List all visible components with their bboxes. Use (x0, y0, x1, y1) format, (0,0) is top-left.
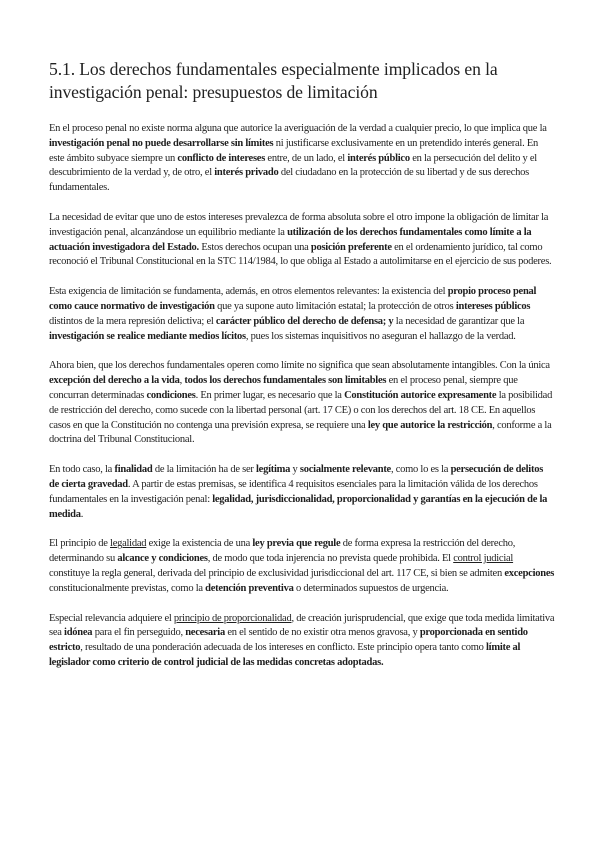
text-run: , conforme a la doctrina del Tribunal Constitucional. (49, 419, 552, 446)
text-run: , resultado de una ponderación adecuada de los intereses en conflicto. Este principio opera tanto como (80, 642, 486, 654)
bold-text: conflicto de intereses (177, 152, 266, 164)
bold-text: excepción del derecho a la vida (49, 375, 180, 387)
bold-text: ley que autorice la restricción (367, 419, 493, 431)
bold-text: ley previa que regule (252, 538, 341, 550)
text-run: constitucionalmente previstas, como la (49, 582, 206, 594)
text-run: o determinados supuestos de urgencia. (293, 582, 449, 594)
text-run: , (179, 375, 185, 387)
bold-text: interés privado (214, 167, 279, 179)
text-run: . (80, 508, 84, 520)
body-paragraph (49, 359, 555, 448)
bold-text: utilización de los derechos fundamentales como límite a la actuación investigadora del Estado. (49, 226, 532, 253)
text-run: Ahora bien, que los derechos fundamentales operen como límite no significa que sean absolutamente intangibles. Con la única (49, 360, 550, 372)
bold-text: todos los derechos fundamentales son limitables (184, 375, 387, 387)
text-run: que ya supone auto limitación estatal; la protección de otros (214, 300, 456, 312)
bold-text: Constitución autorice expresamente (344, 389, 497, 401)
text-run: , pues los sistemas inquisitivos no aseguran el hallazgo de la verdad. (245, 330, 516, 342)
document-body (49, 122, 555, 671)
text-run: . En primer lugar, es necesario que la (195, 389, 345, 401)
body-paragraph (49, 463, 555, 522)
text-run: para el fin perseguido, (92, 627, 186, 639)
bold-text: propio proceso penal como cauce normativo de investigación (49, 286, 537, 312)
bold-text: interés público (347, 152, 410, 164)
text-run: Estos derechos ocupan una (198, 241, 311, 253)
text-run: en el sentido de no existir otra menos gravosa, y (224, 627, 420, 639)
bold-text: condiciones (146, 389, 196, 401)
text-run: en la persecución del delito y el descubrimiento de la verdad y, de otro, el (49, 152, 537, 179)
body-paragraph (49, 537, 555, 596)
text-run: Esta exigencia de limitación se fundamenta, además, en otros elementos relevantes: la existencia del (49, 286, 448, 298)
text-run: exige la existencia de una (146, 538, 253, 550)
bold-text: posición preferente (310, 241, 392, 253)
underlined-text: control judicial (453, 553, 514, 565)
text-run: , de modo que toda injerencia no prevista quede prohibida. El (207, 553, 454, 565)
bold-text: excepciones (504, 567, 555, 579)
bold-text: investigación se realice mediante medios lícitos (49, 330, 246, 342)
body-paragraph (49, 285, 555, 344)
document-page (49, 58, 555, 686)
text-run: , como lo es la (390, 464, 451, 476)
text-run: en el ordenamiento jurídico, tal como reconoció el Tribunal Constitucional en la STC 114/1984, lo que obliga al Estado a autolimitarse en el ejercicio de sus poderes. (49, 241, 552, 268)
bold-text: finalidad (114, 464, 153, 476)
text-run: entre, de un lado, el (265, 152, 348, 164)
text-run: , de creación jurisprudencial, que exige que toda medida limitativa sea (49, 612, 555, 639)
text-run: y (290, 464, 300, 476)
text-run: . A partir de estas premisas, se identifica 4 requisitos esenciales para la limitación válida de los derechos fundamentales en la investigación penal: (49, 478, 538, 505)
text-run: del ciudadano en la protección de su libertad y de sus derechos fundamentales. (49, 167, 529, 194)
text-run: constituye la regla general, derivada del principio de exclusividad jurisdiccional del art. 117 CE, si bien se admiten (49, 567, 505, 579)
text-run: distintos de la mera represión delictiva; el (49, 315, 216, 327)
bold-text: legalidad, jurisdiccionalidad, proporcionalidad y garantías en la ejecución de la medida (49, 493, 548, 520)
text-run: En todo caso, la (49, 464, 115, 476)
bold-text: alcance y condiciones (117, 553, 208, 565)
section-heading: 5.1. Los derechos fundamentales especialmente implicados en la investigación penal: presupuestos de limitación (49, 59, 498, 102)
text-run: La necesidad de evitar que uno de estos intereses prevalezca de forma absoluta sobre el otro impone la obligación de limitar la investigación penal, alcanzándose un equilibrio mediante la (49, 211, 549, 238)
bold-text: legítima (256, 464, 291, 476)
body-paragraph (49, 612, 555, 671)
bold-text: intereses públicos (455, 300, 531, 312)
bold-text: detención preventiva (205, 582, 294, 594)
text-run: En el proceso penal no existe norma alguna que autorice la averiguación de la verdad a cualquier precio, lo que implica que la (49, 123, 547, 134)
underlined-text: legalidad (110, 538, 147, 550)
text-run: ni justificarse exclusivamente en un pretendido interés general. En este ámbito subyace siempre un (49, 137, 538, 164)
bold-text: idónea (64, 627, 93, 639)
text-run: Especial relevancia adquiere el (49, 612, 174, 624)
body-paragraph (49, 122, 555, 196)
body-paragraph (49, 211, 555, 270)
text-run: en el proceso penal, siempre que concurran determinadas (49, 375, 518, 401)
bold-text: socialmente relevante (299, 464, 391, 476)
text-run: de la limitación ha de ser (152, 464, 256, 476)
bold-text: límite al legislador como criterio de control judicial de las medidas concretas adoptadas. (49, 642, 521, 668)
bold-text: persecución de delitos de cierta gravedad (49, 464, 544, 490)
text-run: la posibilidad de restricción del derecho, como sucede con la libertad personal (art. 17 CE) o con los derechos del art. 18 CE. En aquellos casos en que la Constitución no contenga una previsión expresa, se requiere una (49, 389, 553, 431)
bold-text: proporcionada en sentido estricto (49, 627, 528, 654)
text-run: la necesidad de garantizar que la (393, 315, 525, 327)
text-run: de forma expresa la restricción del derecho, determinando su (49, 538, 516, 565)
bold-text: investigación penal no puede desarrollarse sin límites (49, 137, 274, 149)
text-run: El principio de (49, 538, 111, 550)
underlined-text: principio de proporcionalidad (173, 612, 292, 624)
bold-text: carácter público del derecho de defensa; y (215, 315, 394, 327)
bold-text: necesaria (185, 627, 225, 639)
